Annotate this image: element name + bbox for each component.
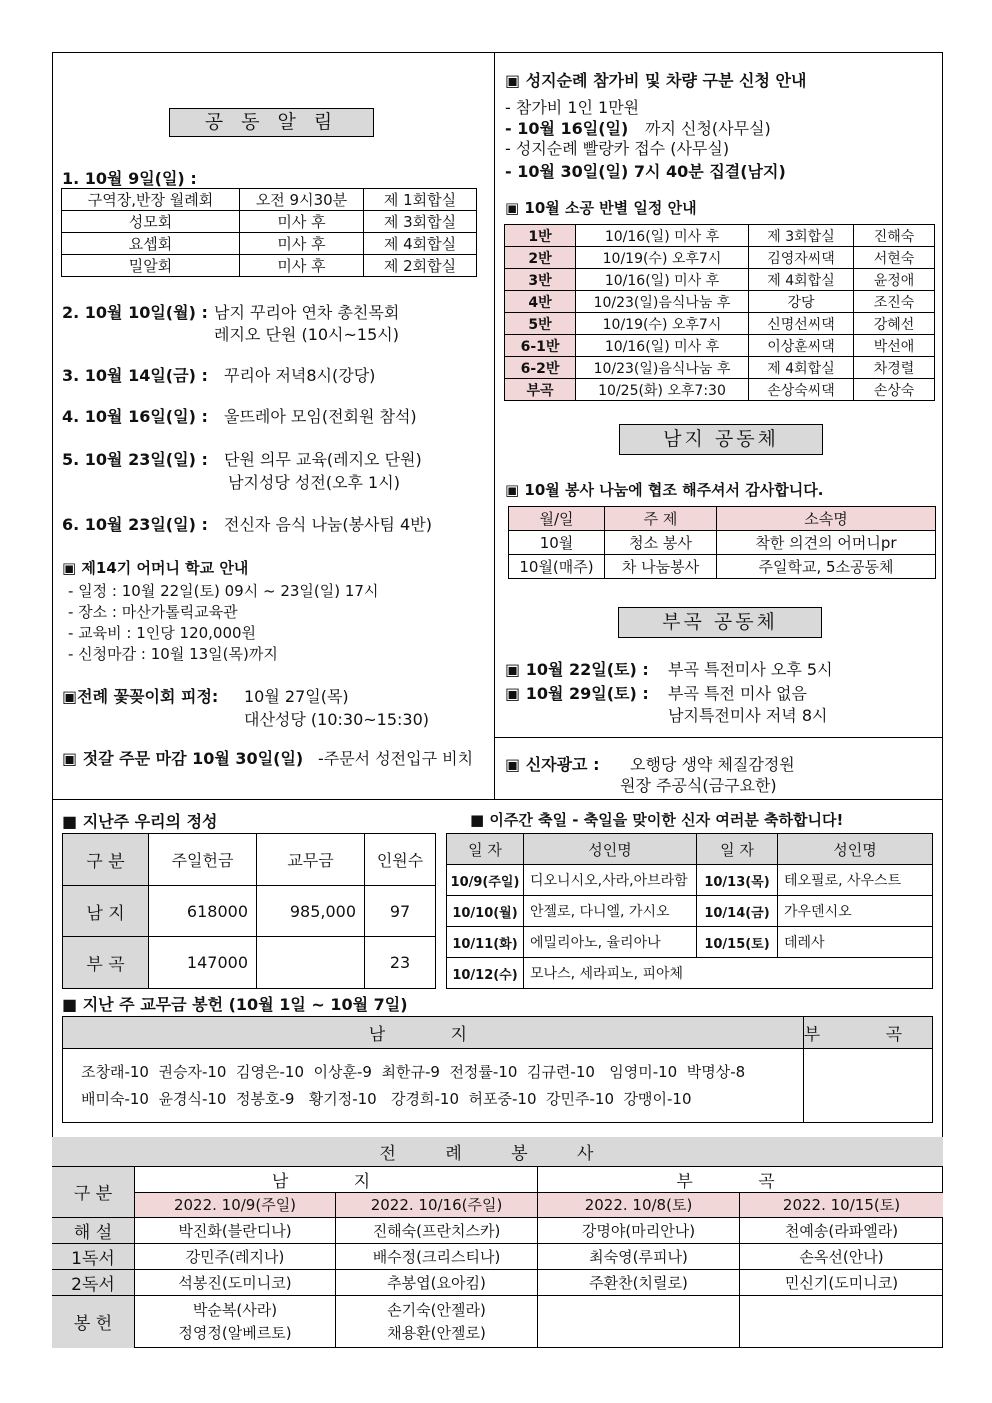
bugok-community-title: 부곡 공동체: [618, 607, 822, 638]
sogong-cell: 손상숙씨댁: [749, 379, 854, 401]
meeting-cell: 미사 후: [240, 211, 364, 233]
mother-school-line: - 장소 : 마산가톨릭교육관: [68, 603, 238, 621]
feast-saint: 가우덴시오: [778, 896, 933, 927]
liturgy-person: 강명야(마리안나): [538, 1217, 740, 1243]
sogong-cell: 강당: [749, 291, 854, 313]
sogong-row: [505, 269, 935, 291]
notice-item-4-date: 4. 10월 16일(일) :: [62, 407, 208, 426]
pilgrimage-line-date: - 10월 16일(일): [505, 119, 629, 138]
sogong-cell: 제 3회합실: [749, 225, 854, 247]
sogong-cell: 10/25(화) 오후7:30: [576, 379, 749, 401]
liturgy-date: 2022. 10/16(주일): [336, 1192, 538, 1217]
dues-title: ■ 지난 주 교무금 봉헌 (10월 1일 ~ 10월 7일): [62, 995, 408, 1014]
feast-date: 10/14(금): [697, 896, 778, 927]
meeting-row: [62, 211, 477, 233]
bugok-notice-2-date: ▣ 10월 29일(토) :: [505, 684, 649, 703]
thanks-header-row: [509, 507, 936, 531]
liturgy-person: 천예송(라파엘라): [740, 1217, 944, 1243]
sogong-cell: 이상훈씨댁: [749, 335, 854, 357]
sogong-group: 5반: [505, 313, 576, 335]
common-notice-title: 공 동 알 림: [169, 108, 374, 137]
meeting-cell: 밀알회: [62, 255, 240, 277]
notice-item-1: 1. 10월 9일(일) :: [62, 169, 197, 188]
dues-namji-list: [63, 1049, 804, 1123]
mother-school-line: - 신청마감 : 10월 13일(목)까지: [68, 645, 278, 663]
mother-school-title: ▣ 제14기 어머니 학교 안내: [62, 559, 249, 577]
sogong-group: 6-2반: [505, 357, 576, 379]
meeting-cell: 성모회: [62, 211, 240, 233]
sogong-cell: 10/23(일)음식나눔 후: [576, 357, 749, 379]
notice-item-4-text: 울뜨레아 모임(전회원 참석): [224, 407, 417, 426]
bongheon-name: 손기숙(안젤라): [387, 1300, 486, 1319]
notice-item-5-date: 5. 10월 23일(일) :: [62, 450, 208, 469]
bongheon-name: 정영정(알베르토): [178, 1323, 292, 1342]
sogong-cell: 10/16(일) 미사 후: [576, 269, 749, 291]
thanks-row: [509, 531, 936, 555]
feast-date: 10/13(목): [697, 865, 778, 896]
meeting-cell: 제 2회합실: [364, 255, 477, 277]
notice-item-3-text: 꾸리아 저녁8시(강당): [224, 366, 376, 385]
dues-body-row: [63, 1049, 933, 1123]
liturgy-date: 2022. 10/9(주일): [135, 1192, 336, 1217]
offering-table: [62, 833, 436, 989]
notice-item-2-date: 2. 10월 10일(월) :: [62, 303, 208, 322]
meeting-cell: 구역장,반장 월례회: [62, 189, 240, 211]
offering-value: 23: [365, 937, 436, 989]
dues-bugok-list: [803, 1049, 932, 1123]
sogong-cell: 차경렬: [854, 357, 935, 379]
feast-table: [446, 833, 933, 989]
feast-date: 10/9(주일): [447, 865, 524, 896]
liturgy-person: [740, 1295, 944, 1348]
thanks-cell: 착한 의견의 어머니pr: [717, 531, 936, 555]
meeting-row: [62, 233, 477, 255]
liturgy-role: 2독서: [52, 1269, 135, 1295]
feast-date: 10/10(월): [447, 896, 524, 927]
pilgrimage-line: - 성지순례 빨랑카 접수 (사무실): [505, 139, 730, 158]
feast-title: ■ 이주간 축일 - 축일을 맞이한 신자 여러분 축하합니다!: [470, 811, 844, 829]
liturgy-row: [52, 1269, 943, 1295]
sogong-group: 부곡: [505, 379, 576, 401]
parish-ad-text2: 원장 주공식(금구요한): [620, 776, 777, 795]
sogong-group: 3반: [505, 269, 576, 291]
feast-row: [447, 896, 933, 927]
meeting-cell: 요셉회: [62, 233, 240, 255]
feast-saint: 테오필로, 사우스트: [778, 865, 933, 896]
sogong-cell: 10/23(일)음식나눔 후: [576, 291, 749, 313]
feast-row: [447, 958, 933, 989]
offering-label: 남 지: [63, 886, 149, 937]
offering-title: ■ 지난주 우리의 정성: [62, 812, 218, 831]
dues-header-bugok: 부 곡: [803, 1017, 932, 1049]
meeting-cell: 오전 9시30분: [240, 189, 364, 211]
thanks-header: 주 제: [605, 507, 717, 531]
offering-header-row: [63, 834, 436, 886]
sogong-group: 6-1반: [505, 335, 576, 357]
sogong-table: [504, 224, 935, 401]
section-divider-top: [52, 799, 943, 800]
sogong-row: [505, 357, 935, 379]
bongheon-name: 채용환(안젤로): [387, 1323, 486, 1342]
liturgy-person: 배수정(크리스티나): [336, 1243, 538, 1269]
feast-saint: 모나스, 세라피노, 피아체: [524, 958, 933, 989]
meeting-cell: 제 1회합실: [364, 189, 477, 211]
feast-header-row: [447, 834, 933, 865]
jeotgal-order-deadline: ▣ 젓갈 주문 마감 10월 30일(일): [62, 749, 304, 768]
liturgy-person: 진해숙(프란치스카): [336, 1217, 538, 1243]
bugok-notice-1-date: ▣ 10월 22일(토) :: [505, 660, 649, 679]
sogong-cell: 10/16(일) 미사 후: [576, 335, 749, 357]
notice-item-6-text: 전신자 음식 나눔(봉사팀 4반): [224, 515, 432, 534]
feast-header: 성인명: [524, 834, 697, 865]
offering-value: 618000: [149, 886, 257, 937]
column-divider: [494, 52, 495, 799]
sogong-cell: 윤정애: [854, 269, 935, 291]
liturgy-role: 봉 헌: [52, 1295, 135, 1348]
feast-date: 10/12(수): [447, 958, 524, 989]
liturgy-person: [538, 1295, 740, 1348]
feast-saint: 에밀리아노, 율리아나: [524, 927, 697, 958]
thanks-cell: 청소 봉사: [605, 531, 717, 555]
mother-school-line: - 일정 : 10월 22일(토) 09시 ~ 23일(일) 17시: [68, 582, 379, 600]
liturgy-date: 2022. 10/8(토): [538, 1192, 740, 1217]
offering-value: 985,000: [257, 886, 365, 937]
sogong-row: [505, 291, 935, 313]
sogong-cell: 10/19(수) 오후7시: [576, 313, 749, 335]
sogong-row: [505, 225, 935, 247]
pilgrimage-line: 까지 신청(사무실): [645, 119, 771, 138]
sogong-cell: 제 4회합실: [749, 357, 854, 379]
notice-item-2-text: 남지 꾸리아 연차 총친목회: [214, 303, 400, 322]
thanks-header: 소속명: [717, 507, 936, 531]
thanks-cell: 차 나눔봉사: [605, 555, 717, 579]
meeting-cell: 제 4회합실: [364, 233, 477, 255]
meeting-row: [62, 189, 477, 211]
thanks-title: ▣ 10월 봉사 나눔에 협조 해주셔서 감사합니다.: [505, 481, 824, 499]
thanks-header: 월/일: [509, 507, 605, 531]
liturgy-person: 석봉진(도미니코): [135, 1269, 336, 1295]
meeting-row: [62, 255, 477, 277]
sogong-cell: 조진숙: [854, 291, 935, 313]
meeting-table: [61, 188, 477, 277]
thanks-cell: 10월(매주): [509, 555, 605, 579]
bugok-notice-1-text: 부곡 특전미사 오후 5시: [668, 660, 833, 679]
offering-header: 인원수: [365, 834, 436, 886]
flower-retreat-place: 대산성당 (10:30~15:30): [244, 710, 430, 729]
dues-header-row: [63, 1017, 933, 1049]
liturgy-person: 강민주(레지나): [135, 1243, 336, 1269]
liturgy-row: [52, 1243, 943, 1269]
feast-date: 10/15(토): [697, 927, 778, 958]
sogong-row: [505, 335, 935, 357]
liturgy-person: 손옥선(안나): [740, 1243, 944, 1269]
pilgrimage-title: ▣ 성지순례 참가비 및 차량 구분 신청 안내: [505, 71, 807, 90]
pilgrimage-line: - 참가비 1인 1만원: [505, 98, 640, 117]
right-ad-divider: [494, 737, 943, 738]
thanks-row: [509, 555, 936, 579]
offering-header: 주일헌금: [149, 834, 257, 886]
offering-value: 147000: [149, 937, 257, 989]
liturgy-bugok: 부 곡: [538, 1166, 944, 1192]
sogong-title: ▣ 10월 소공 반별 일정 안내: [505, 199, 697, 217]
sogong-row: [505, 247, 935, 269]
thanks-cell: 10월: [509, 531, 605, 555]
flower-retreat-date: 10월 27일(목): [244, 687, 349, 706]
notice-item-3-date: 3. 10월 14일(금) :: [62, 366, 208, 385]
liturgy-title: 전 례 봉 사: [52, 1137, 943, 1166]
sogong-cell: 손상숙: [854, 379, 935, 401]
liturgy-person: 추봉엽(요아킴): [336, 1269, 538, 1295]
notice-item-5-text2: 남지성당 성전(오후 1시): [228, 473, 400, 492]
meeting-cell: 미사 후: [240, 255, 364, 277]
parish-ad-label: ▣ 신자광고 :: [505, 755, 600, 774]
liturgy-date-row: [52, 1192, 943, 1217]
sogong-group: 1반: [505, 225, 576, 247]
liturgy-namji: 남 지: [135, 1166, 538, 1192]
offering-label: 부 곡: [63, 937, 149, 989]
notice-item-2-text2: 레지오 단원 (10시~15시): [214, 325, 399, 344]
liturgy-bongheon-row: [52, 1295, 943, 1348]
thanks-table: [508, 506, 936, 579]
meeting-cell: 제 3회합실: [364, 211, 477, 233]
thanks-cell: 주일학교, 5소공동체: [717, 555, 936, 579]
notice-item-6-date: 6. 10월 23일(일) :: [62, 515, 208, 534]
feast-saint: 안젤로, 다니엘, 가시오: [524, 896, 697, 927]
sogong-cell: 진해숙: [854, 225, 935, 247]
liturgy-role: 1독서: [52, 1243, 135, 1269]
sogong-group: 2반: [505, 247, 576, 269]
notice-item-5-text: 단원 의무 교육(레지오 단원): [224, 450, 422, 469]
sogong-cell: 신명선씨댁: [749, 313, 854, 335]
meeting-cell: 미사 후: [240, 233, 364, 255]
offering-row: [63, 886, 436, 937]
sogong-cell: 10/16(일) 미사 후: [576, 225, 749, 247]
bugok-notice-2-text: 부곡 특전 미사 없음: [668, 684, 807, 703]
flower-retreat-label: ▣전례 꽃꽂이회 피정:: [62, 687, 219, 706]
offering-row: [63, 937, 436, 989]
liturgy-title-row: [52, 1137, 943, 1166]
sogong-row: [505, 313, 935, 335]
mother-school-line: - 교육비 : 1인당 120,000원: [68, 624, 257, 642]
liturgy-table: [52, 1137, 943, 1348]
liturgy-row: [52, 1217, 943, 1243]
feast-row: [447, 865, 933, 896]
dues-line: 조창래-10 권승자-10 김영은-10 이상훈-9 최한규-9 전정률-10 김규련-10 임영미-10 박명상-8: [81, 1062, 746, 1081]
feast-row: [447, 927, 933, 958]
offering-header: 구 분: [63, 834, 149, 886]
dues-line: 배미숙-10 윤경식-10 정봉호-9 황기정-10 강경희-10 허포중-10 강민주-10 강맹이-10: [81, 1089, 692, 1108]
namji-community-title: 남지 공동체: [619, 424, 823, 455]
sogong-row: [505, 379, 935, 401]
sogong-group: 4반: [505, 291, 576, 313]
sogong-cell: 김영자씨댁: [749, 247, 854, 269]
dues-header-namji: 남 지: [63, 1017, 804, 1049]
liturgy-gubun: 구 분: [52, 1166, 135, 1217]
feast-header: 성인명: [778, 834, 933, 865]
pilgrimage-line: - 10월 30일(일) 7시 40분 집결(남지): [505, 162, 786, 181]
feast-date: 10/11(화): [447, 927, 524, 958]
offering-value: 97: [365, 886, 436, 937]
sogong-cell: 10/19(수) 오후7시: [576, 247, 749, 269]
sogong-cell: 강혜선: [854, 313, 935, 335]
bongheon-name: 박순복(사라): [192, 1300, 278, 1319]
liturgy-person: 민신기(도미니코): [740, 1269, 944, 1295]
liturgy-person: 박진화(블란디나): [135, 1217, 336, 1243]
feast-saint: 디오니시오,사라,아브라함: [524, 865, 697, 896]
liturgy-date: 2022. 10/15(토): [740, 1192, 944, 1217]
feast-header: 일 자: [697, 834, 778, 865]
liturgy-group-row: [52, 1166, 943, 1192]
liturgy-person: 주환찬(치릴로): [538, 1269, 740, 1295]
liturgy-role: 해 설: [52, 1217, 135, 1243]
feast-saint: 데레사: [778, 927, 933, 958]
bugok-notice-2-text2: 남지특전미사 저녁 8시: [668, 706, 828, 725]
parish-ad-text: 오행당 생약 체질감정원: [630, 755, 795, 774]
offering-header: 교무금: [257, 834, 365, 886]
feast-header: 일 자: [447, 834, 524, 865]
sogong-cell: 서현숙: [854, 247, 935, 269]
liturgy-person: [135, 1295, 336, 1348]
sogong-cell: 박선애: [854, 335, 935, 357]
offering-value: [257, 937, 365, 989]
liturgy-person: 최숙영(루피나): [538, 1243, 740, 1269]
liturgy-person: [336, 1295, 538, 1348]
jeotgal-order-note: -주문서 성전입구 비치: [318, 749, 474, 768]
sogong-cell: 제 4회합실: [749, 269, 854, 291]
dues-table: [62, 1016, 933, 1123]
